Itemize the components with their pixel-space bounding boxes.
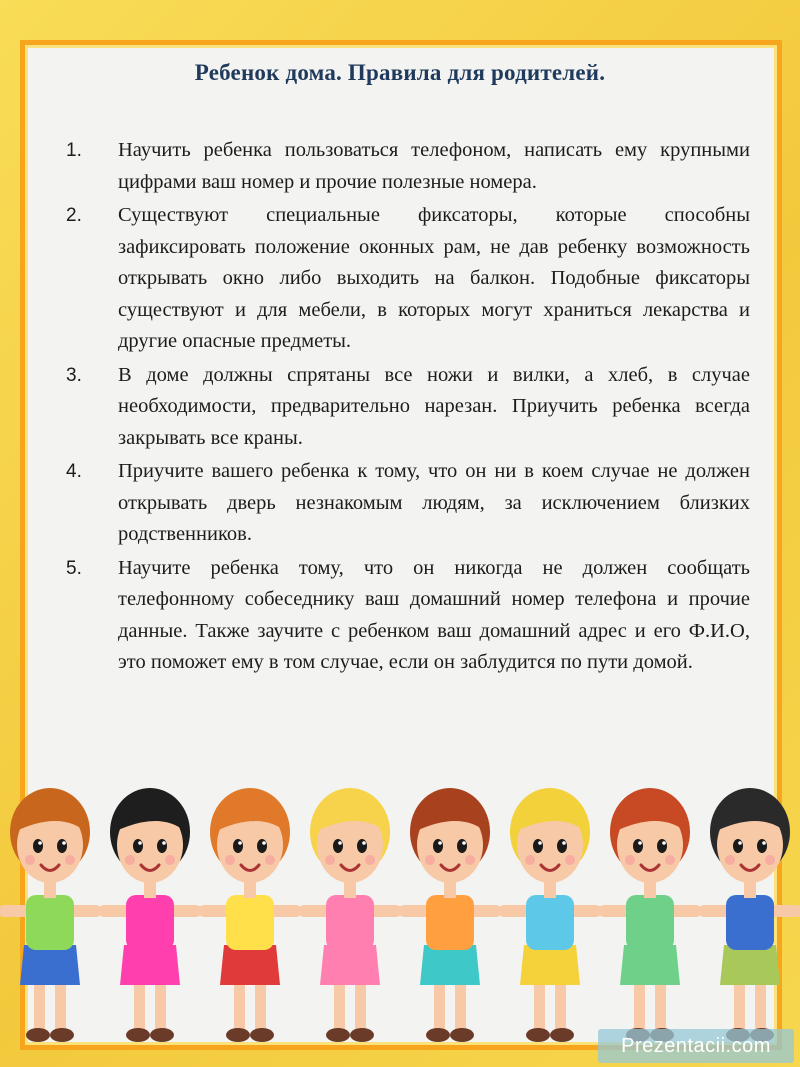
child-eye	[133, 839, 143, 853]
child-cheek	[425, 855, 435, 865]
list-item	[58, 200, 750, 358]
child-shirt	[426, 895, 474, 950]
list-item	[58, 135, 750, 198]
child-eye	[757, 839, 767, 853]
child-eye-shine	[762, 841, 766, 845]
child-figure	[398, 788, 502, 1042]
child-neck	[444, 882, 456, 898]
child-eye-shine	[138, 841, 142, 845]
child-cheek	[465, 855, 475, 865]
child-figure	[498, 788, 602, 1042]
list-item-text: Научите ребенка тому, что он никогда не должен сообщать телефонному собеседнику ваш домашний номер телефона и прочие данные. Также заучите с ребенком ваш домашний адрес и его Ф.И.О, это поможет ему в том случае, если он заблудится по пути домой.	[118, 556, 750, 673]
child-cheek	[365, 855, 375, 865]
child-cheek	[265, 855, 275, 865]
list-item-text: Научить ребенка пользоваться телефоном, написать ему крупными цифрами ваш номер и прочие полезные номера.	[118, 139, 750, 193]
child-shoe	[150, 1028, 174, 1042]
child-eye-shine	[562, 841, 566, 845]
child-eye	[533, 839, 543, 853]
child-shirt	[326, 895, 374, 950]
list-item-number: 4.	[66, 461, 82, 482]
child-bottom	[120, 945, 180, 985]
child-cheek	[725, 855, 735, 865]
list-item-number: 5.	[66, 557, 82, 579]
child-eye-shine	[638, 841, 642, 845]
child-eye	[457, 839, 467, 853]
child-shoe	[526, 1028, 550, 1042]
child-bottom	[420, 945, 480, 985]
child-cheek	[665, 855, 675, 865]
child-eye-shine	[162, 841, 166, 845]
page-title: Ребенок дома. Правила для родителей.	[194, 60, 606, 85]
child-figure	[598, 788, 702, 1042]
list-item-number: 2.	[66, 205, 82, 226]
child-eye	[633, 839, 643, 853]
child-eye-shine	[38, 841, 42, 845]
child-eye	[33, 839, 43, 853]
child-shoe	[326, 1028, 350, 1042]
list-item	[58, 456, 750, 551]
child-shoe	[426, 1028, 450, 1042]
child-shoe	[26, 1028, 50, 1042]
child-eye	[157, 839, 167, 853]
child-eye	[257, 839, 267, 853]
list-item	[58, 553, 750, 679]
child-shirt	[626, 895, 674, 950]
child-shoe	[350, 1028, 374, 1042]
child-shirt	[526, 895, 574, 950]
child-bottom	[20, 945, 80, 985]
child-figure	[198, 788, 302, 1042]
child-neck	[244, 882, 256, 898]
list-item	[58, 360, 750, 455]
child-eye-shine	[462, 841, 466, 845]
child-eye-shine	[362, 841, 366, 845]
list-item-number: 1.	[66, 140, 82, 161]
child-eye	[433, 839, 443, 853]
child-bottom	[520, 945, 580, 985]
child-eye	[357, 839, 367, 853]
child-cheek	[525, 855, 535, 865]
list-item-text: Приучите вашего ребенка к тому, что он ни в коем случае не должен открывать дверь незнакомым людям, за исключением близких родственников.	[118, 460, 750, 545]
child-bottom	[720, 945, 780, 985]
child-cheek	[325, 855, 335, 865]
child-figure	[298, 788, 402, 1042]
child-cheek	[165, 855, 175, 865]
child-cheek	[125, 855, 135, 865]
child-neck	[144, 882, 156, 898]
child-neck	[744, 882, 756, 898]
child-figure	[0, 788, 102, 1042]
child-neck	[44, 882, 56, 898]
child-bottom	[320, 945, 380, 985]
child-eye	[733, 839, 743, 853]
child-neck	[644, 882, 656, 898]
child-eye	[233, 839, 243, 853]
child-neck	[344, 882, 356, 898]
child-shoe	[450, 1028, 474, 1042]
child-shoe	[550, 1028, 574, 1042]
child-cheek	[65, 855, 75, 865]
child-eye-shine	[262, 841, 266, 845]
children-holding-hands-illustration	[0, 770, 800, 1067]
list-item-number: 3.	[66, 364, 82, 386]
child-figure	[98, 788, 202, 1042]
list-item-text: В доме должны спрятаны все ножи и вилки, а хлеб, в случае необходимости, предварительно нарезан. Приучить ребенка всегда закрывать все краны.	[118, 363, 750, 449]
child-shoe	[226, 1028, 250, 1042]
child-shirt	[226, 895, 274, 950]
child-bottom	[220, 945, 280, 985]
child-eye-shine	[62, 841, 66, 845]
child-shoe	[50, 1028, 74, 1042]
child-eye	[333, 839, 343, 853]
child-eye	[557, 839, 567, 853]
list-item-text: Существуют специальные фиксаторы, которые способны зафиксировать положение оконных рам, не дав ребенку возможность открывать окно либо выходить на балкон. Подобные фиксаторы существуют и для мебели, в которых могут храниться лекарства и другие опасные предметы.	[118, 204, 750, 352]
child-cheek	[625, 855, 635, 865]
child-eye	[57, 839, 67, 853]
child-eye-shine	[238, 841, 242, 845]
child-eye-shine	[662, 841, 666, 845]
rules-list	[58, 135, 750, 681]
child-eye-shine	[338, 841, 342, 845]
child-shoe	[126, 1028, 150, 1042]
child-cheek	[25, 855, 35, 865]
watermark: Prezentacii.com	[598, 1029, 794, 1063]
child-shoe	[250, 1028, 274, 1042]
child-eye-shine	[538, 841, 542, 845]
child-eye-shine	[438, 841, 442, 845]
child-eye-shine	[738, 841, 742, 845]
child-shirt	[726, 895, 774, 950]
child-shirt	[26, 895, 74, 950]
child-neck	[544, 882, 556, 898]
child-bottom	[620, 945, 680, 985]
child-cheek	[225, 855, 235, 865]
child-shirt	[126, 895, 174, 950]
child-cheek	[565, 855, 575, 865]
child-figure	[698, 788, 800, 1042]
child-cheek	[765, 855, 775, 865]
child-eye	[657, 839, 667, 853]
